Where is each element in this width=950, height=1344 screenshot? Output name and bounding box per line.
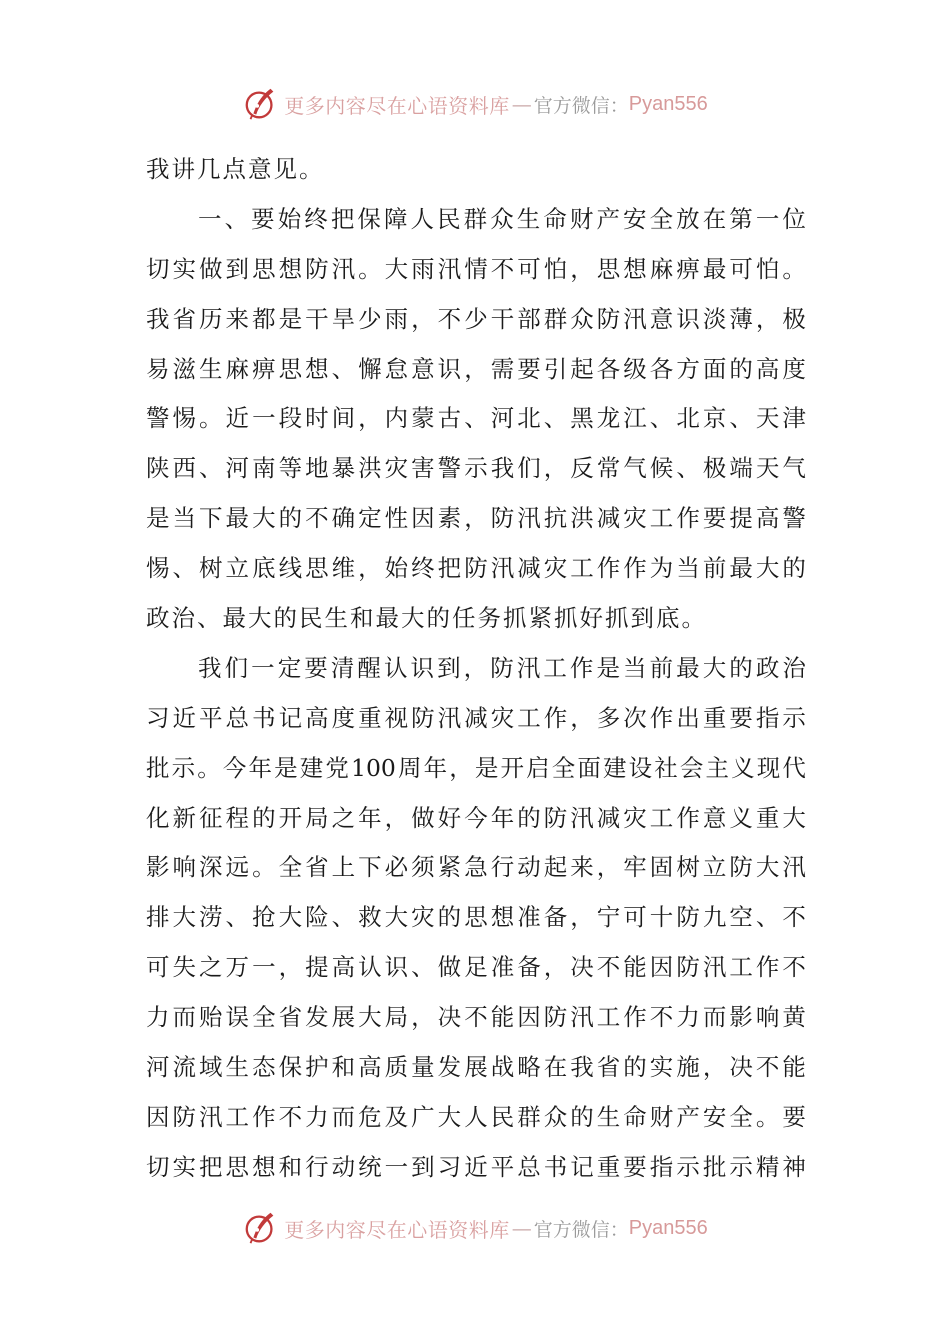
banner-slogan: 更多内容尽在心语资料库: [284, 1217, 510, 1242]
text-line: [146, 345, 806, 395]
text-line: [146, 694, 806, 744]
text-line-content: 切 实 做 到 思 想 防 汛 。 大 雨 汛 情 不 可 怕 ， 思 想 麻 痹 最 可 怕 。: [146, 254, 806, 283]
banner-wechat-id: Pyan556: [628, 92, 708, 115]
text-line: [146, 394, 806, 444]
banner-dash: —: [511, 1216, 532, 1240]
text-line: [146, 744, 806, 794]
text-line-content: 切 实 把 思 想 和 行 动 统 一 到 习 近 平 总 书 记 重 要 指 示 批 示 精 神: [146, 1152, 806, 1181]
text-line: [146, 494, 806, 544]
text-line: [146, 1043, 806, 1093]
text-line: 一 、 要 始 终 把 保 障 人 民 群 众 生 命 财 产 安 全 放 在 第 一 位: [198, 204, 806, 233]
text-line-content: 力 而 贻 误 全 省 发 展 大 局 ， 决 不 能 因 防 汛 工 作 不 力 而 影 响 黄: [146, 1003, 806, 1032]
text-line-content: 我 们 一 定 要 清 醒 认 识 到 ， 防 汛 工 作 是 当 前 最 大 的 政 治: [198, 653, 806, 682]
text-line: [146, 544, 806, 594]
text-line-content: 我 省 历 来 都 是 干 旱 少 雨 ， 不 少 干 部 群 众 防 汛 意 识 淡 薄 ， 极: [146, 304, 806, 333]
text-line: [146, 295, 806, 345]
banner-dash: —: [511, 92, 532, 116]
banner-wechat-label: 官方微信：: [533, 94, 629, 117]
banner-wechat-id: Pyan556: [628, 1216, 708, 1239]
paragraph-start-line: [146, 195, 806, 245]
quill-logo-icon: [242, 1209, 280, 1247]
text-line: [146, 843, 806, 893]
text-line-content: 排 大 涝 、 抢 大 险 、 救 大 灾 的 思 想 准 备 ， 宁 可 十 防 九 空 、 不: [146, 903, 806, 932]
text-line: [146, 245, 806, 295]
text-line: [146, 1143, 806, 1193]
text-line: [146, 893, 806, 943]
text-line: 我讲几点意见。: [146, 155, 325, 183]
text-line-content: 是 当 下 最 大 的 不 确 定 性 因 素 ， 防 汛 抗 洪 减 灾 工 作 要 提 高 警: [146, 504, 806, 533]
text-line-content: 警 惕 。 近 一 段 时 间 ， 内 蒙 古 、 河 北 、 黑 龙 江 、 北 京 、 天 津: [146, 404, 806, 433]
text-line-content: 陕 西 、 河 南 等 地 暴 洪 灾 害 警 示 我 们 ， 反 常 气 候 、 极 端 天 气: [146, 454, 806, 483]
text-line: [146, 943, 806, 993]
document-body: [146, 145, 806, 1193]
text-line: [146, 794, 806, 844]
text-line-content: 惕 、 树 立 底 线 思 维 ， 始 终 把 防 汛 减 灾 工 作 作 为 当 前 最 大 的: [146, 554, 806, 583]
text-line-content: 可 失 之 万 一 ， 提 高 认 识 、 做 足 准 备 ， 决 不 能 因 防 汛 工 作 不: [146, 953, 806, 982]
text-line: [146, 993, 806, 1043]
text-line-content: 影 响 深 远 。 全 省 上 下 必 须 紧 急 行 动 起 来 ， 牢 固 树 立 防 大 汛: [146, 853, 806, 882]
text-line-content: 化 新 征 程 的 开 局 之 年 ， 做 好 今 年 的 防 汛 减 灾 工 作 意 义 重 大: [146, 803, 806, 832]
banner-wechat-label: 官方微信：: [533, 1218, 629, 1241]
watermark-banner-bottom: [0, 1208, 950, 1248]
watermark-banner-top: [0, 84, 950, 124]
banner-slogan: 更多内容尽在心语资料库: [284, 93, 510, 118]
text-line-content: 易 滋 生 麻 痹 思 想 、 懈 怠 意 识 ， 需 要 引 起 各 级 各 方 面 的 高 度: [146, 354, 806, 383]
paragraph-start-line: [146, 644, 806, 694]
text-line: 政治、最大的民生和最大的任务抓紧抓好抓到底。: [146, 604, 707, 633]
text-line-content: 习 近 平 总 书 记 高 度 重 视 防 汛 减 灾 工 作 ， 多 次 作 出 重 要 指 示: [146, 703, 806, 732]
text-line-content: 因 防 汛 工 作 不 力 而 危 及 广 大 人 民 群 众 的 生 命 财 产 安 全 。 要: [146, 1102, 806, 1131]
quill-logo-icon: [242, 85, 280, 123]
text-line-content: 批 示 。 今 年 是 建 党 100 周 年 ， 是 开 启 全 面 建 设 社 会 主 义 现 代: [146, 753, 806, 782]
text-line-content: 河 流 域 生 态 保 护 和 高 质 量 发 展 战 略 在 我 省 的 实 施 ， 决 不 能: [146, 1053, 806, 1082]
text-line: [146, 1093, 806, 1143]
text-line: [146, 444, 806, 494]
